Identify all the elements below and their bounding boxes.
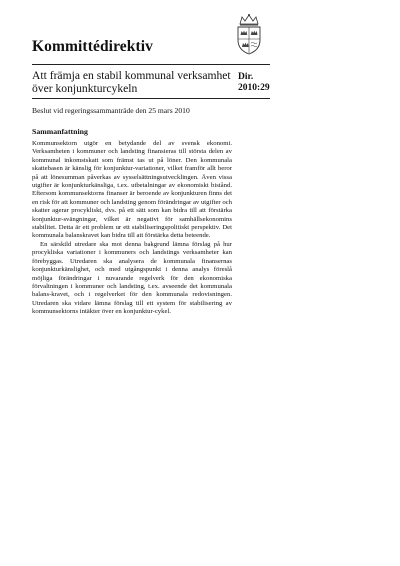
section-body — [32, 140, 232, 317]
directive-number: 2010:29 — [238, 83, 270, 93]
header-bottom-rule — [32, 98, 270, 99]
document-type-heading: Kommittédirektiv — [32, 38, 153, 55]
directive-title: Att främja en stabil kommunal verksamhet över konjunkturcykeln — [32, 69, 231, 95]
body-paragraph: En särskild utredare ska mot denna bakgrund lämna förslag på hur procykliska variationer i kommuners och landstings verksamheter kan förebyggas. Utredaren ska analysera de kommunala finansernas konjunkturkänslighet, och med utgångspunkt i denna analys föreslå möjliga förändringar i nuvarande regelverk för den ekonomiska förvaltningen i kommuner och landsting, t.ex. avseende det kommunala balans-kravet, och i regelverket för den kommunala redovisningen. Utredaren ska vidare lämna förslag till ett system för stabilisering av kommunsektorns intäkter över en konjunktur-cykel. — [32, 240, 232, 316]
directive-label: Dir. — [238, 72, 254, 82]
decision-line: Beslut vid regeringssammanträde den 25 mars 2010 — [32, 106, 190, 115]
header-top-rule — [32, 64, 270, 65]
swedish-coat-of-arms-emblem — [232, 12, 266, 56]
section-heading: Sammanfattning — [32, 127, 88, 136]
body-paragraph: Kommunsektorn utgör en betydande del av svensk ekonomi. Verksamheten i kommuner och landsting finansieras till största delen av kommunal inkomstskatt som främst tas ut på löner. Den kommunala skattebasen är känslig för konjunktur-variationer, vilket framför allt beror på att lönesumman påverkas av sysselsättningsutvecklingen. Även vissa utgifter är konjunkturkänsliga, t.ex. utbetalningar av ekonomiskt bistånd. Eftersom kommunsektorns finanser är beroende av konjunkturen finns det en risk för att kommuner och landsting genom förändringar av utgifter och skatter agerar procykliskt, dvs. på ett sätt som kan bidra till att förstärka konjunktur-svängningar, vilket är negativt för samhällsekonomins stabilitet. Detta är ett problem ur ett stabiliseringspolitiskt perspektiv. Det kommunala balanskravet kan bidra till att förstärka detta beteende. — [32, 140, 232, 240]
